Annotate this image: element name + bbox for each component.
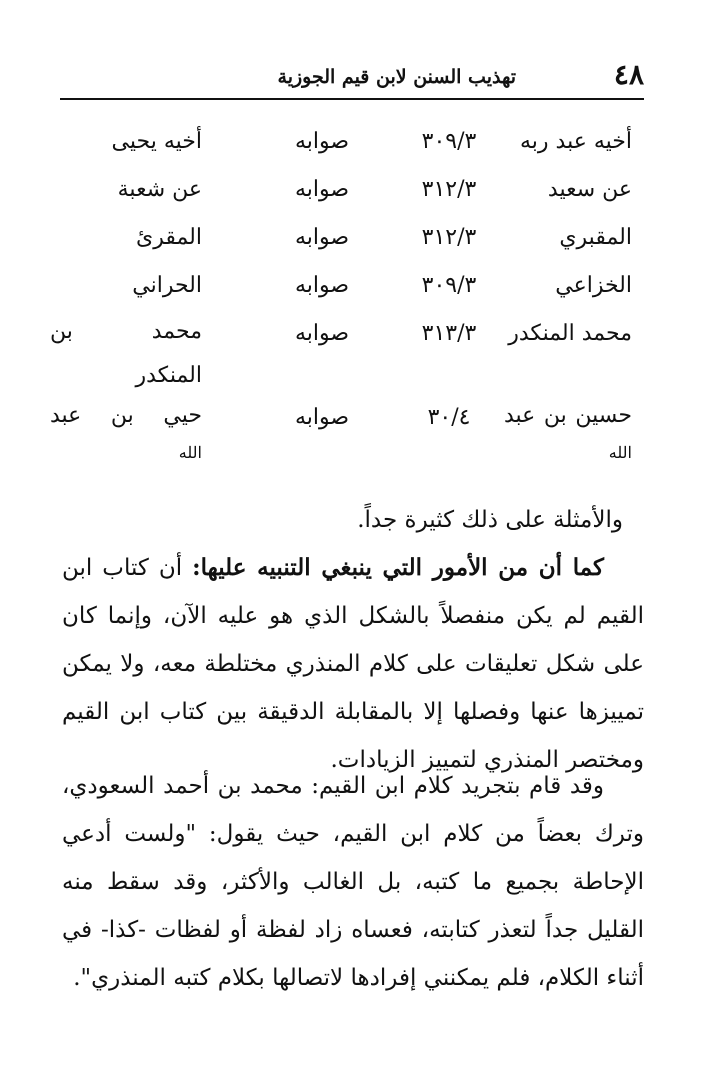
correct-name: عن شعبة bbox=[117, 177, 202, 202]
correct-name-line2: المنكدر bbox=[135, 363, 202, 388]
table-row bbox=[50, 394, 632, 482]
running-title: تهذيب السنن لابن قيم الجوزية bbox=[277, 66, 516, 88]
volume-page-ref: ٣١٢/٣ bbox=[421, 225, 477, 250]
paragraph-text: وقد قام بتجريد كلام ابن القيم: محمد بن أحمد السعودي، وترك بعضاً من كلام ابن القيم، حيث يقول: "ولست أدعي الإحاطة بجميع ما كتبه، بل الغالب والأكثر، وقد سقط منه القليل جداً لتعذر كتابته، فعساه زاد لفظة أو لفظات -كذا- في أثناء الكلام، فلم يمكنني إفرادها لاتصالها بكلام كتبه المنذري". bbox=[62, 773, 645, 991]
correct-name: أخيه يحيى bbox=[111, 129, 202, 154]
corrections-table bbox=[50, 118, 632, 482]
examples-line: والأمثلة على ذلك كثيرة جداً. bbox=[357, 507, 623, 533]
table-row bbox=[50, 262, 632, 310]
correction-label: صوابه bbox=[294, 177, 350, 202]
volume-page-ref: ٣١٣/٣ bbox=[421, 321, 477, 346]
page-header bbox=[60, 58, 644, 98]
table-row bbox=[50, 118, 632, 166]
correction-label: صوابه bbox=[294, 273, 350, 298]
table-row bbox=[50, 214, 632, 262]
table-row bbox=[50, 166, 632, 214]
wrong-name: المقبري bbox=[559, 225, 632, 250]
paragraph bbox=[62, 762, 644, 1002]
paragraph-text: أن كتاب ابن القيم لم يكن منفصلاً بالشكل الذي هو عليه الآن، وإنما كان على شكل تعليقات على كلام المنذري مختلطة معه، ولا يمكن تمييزها عنها وفصلها إلا بالمقابلة الدقيقة بين كتاب ابن القيم ومختصر المنذري لتمييز الزيادات. bbox=[62, 555, 644, 773]
correction-label: صوابه bbox=[294, 129, 350, 154]
wrong-name-line2: الله bbox=[608, 443, 632, 462]
volume-page-ref: ٣٠٩/٣ bbox=[421, 273, 477, 298]
correct-name-line2: الله bbox=[178, 443, 202, 462]
correct-name-line1: محمد بن bbox=[50, 319, 202, 344]
wrong-name: أخيه عبد ربه bbox=[520, 129, 632, 154]
volume-page-ref: ٣٠/٤ bbox=[427, 405, 471, 430]
wrong-name: عن سعيد bbox=[547, 177, 632, 202]
correction-label: صوابه bbox=[294, 321, 350, 346]
header-rule bbox=[60, 98, 644, 100]
correction-label: صوابه bbox=[294, 405, 350, 430]
wrong-name: الخزاعي bbox=[555, 273, 632, 298]
table-row bbox=[50, 310, 632, 394]
correction-label: صوابه bbox=[294, 225, 350, 250]
wrong-name: محمد المنكدر bbox=[508, 321, 632, 346]
paragraph bbox=[62, 544, 644, 784]
page-number: ٤٨ bbox=[613, 58, 644, 91]
correct-name: الحراني bbox=[132, 273, 202, 298]
correct-name-line1: حيي بن عبد bbox=[50, 403, 202, 428]
volume-page-ref: ٣٠٩/٣ bbox=[421, 129, 477, 154]
volume-page-ref: ٣١٢/٣ bbox=[421, 177, 477, 202]
correct-name bbox=[50, 394, 202, 468]
wrong-name-line1: حسين بن عبد bbox=[504, 403, 632, 428]
correct-name bbox=[50, 310, 202, 398]
paragraph-lead: كما أن من الأمور التي ينبغي التنبيه عليها: bbox=[192, 554, 604, 581]
wrong-name bbox=[504, 394, 632, 468]
correct-name: المقرئ bbox=[135, 225, 202, 250]
